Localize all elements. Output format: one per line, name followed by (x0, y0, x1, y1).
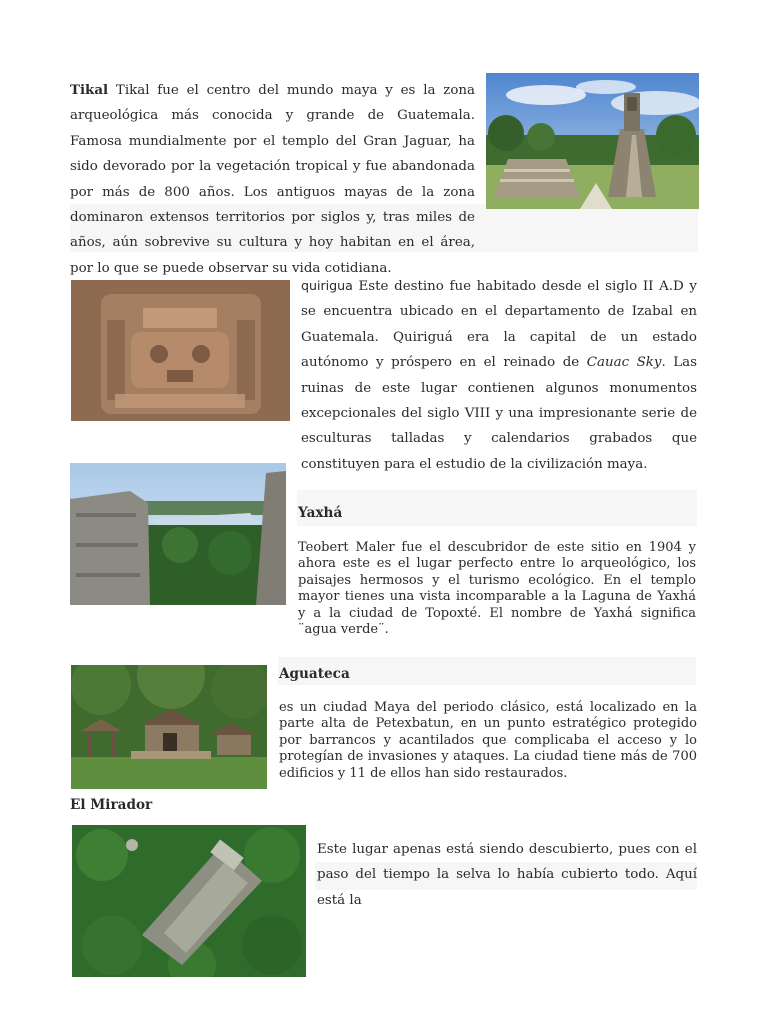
aguateca-ruins-photo (71, 665, 267, 789)
quirigua-stela-photo (71, 280, 290, 421)
quirigua-body-start: Este destino fue habitado desde el siglo II A.D y se encuentra ubicado en el departamento de Izabal en Guatemala. Quiriguá era la capital de un estado autónomo y próspero en el reinado de (301, 279, 697, 371)
quirigua-heading: quirigua (301, 278, 353, 293)
tikal-body: Tikal fue el centro del mundo maya y es la zona arqueológica más conocida y grande de Guatemala. Famosa mundialmente por el templo del Gran Jaguar, ha sido devorado por la vegetación tropical y fue abandonada por más de 800 años. Los antiguos mayas de la zona dominaron extensos territorios por siglos y, tras miles de años, aún sobrevive su cultura y hoy habitan en el área, por lo que se puede observar su vida cotidiana. (70, 83, 475, 276)
aguateca-heading: Aguateca (279, 666, 350, 682)
el-mirador-pyramid-photo (72, 825, 306, 977)
yaxha-lagoon-photo (70, 463, 286, 605)
tikal-paragraph (70, 78, 475, 281)
text-shading (297, 490, 697, 526)
aguateca-paragraph: es un ciudad Maya del periodo clásico, está localizado en la parte alta de Petexbatun, en un punto estratégico protegido por barrancos y acantilados que complicaba el acceso y lo protegían de invasiones y ataques. La ciudad tiene más de 700 edificios y 11 de ellos han sido restaurados. (279, 700, 697, 781)
tikal-heading: Tikal (70, 82, 109, 98)
quirigua-body-italic: Cauac Sky (586, 355, 662, 371)
el-mirador-heading: El Mirador (70, 797, 153, 813)
tikal-temple-photo (486, 73, 699, 209)
quirigua-body-end: . Las ruinas de este lugar contienen algunos monumentos excepcionales del siglo VIII y una impresionante serie de esculturas talladas y calendarios grabados que constituyen para el estudio de la civilización maya. (301, 355, 697, 472)
yaxha-heading: Yaxhá (298, 505, 343, 521)
quirigua-paragraph (301, 273, 697, 477)
yaxha-paragraph: Teobert Maler fue el descubridor de este sitio en 1904 y ahora este es el lugar perfecto entre lo arqueológico, los paisajes hermosos y el turismo ecológico. En el templo mayor tienes una vista incomparable a la Laguna de Yaxhá y a la ciudad de Topoxté. El nombre de Yaxhá significa ¨agua verde¨. (298, 540, 696, 638)
el-mirador-paragraph: Este lugar apenas está siendo descubierto, pues con el paso del tiempo la selva lo había cubierto todo. Aquí está la (317, 842, 697, 908)
